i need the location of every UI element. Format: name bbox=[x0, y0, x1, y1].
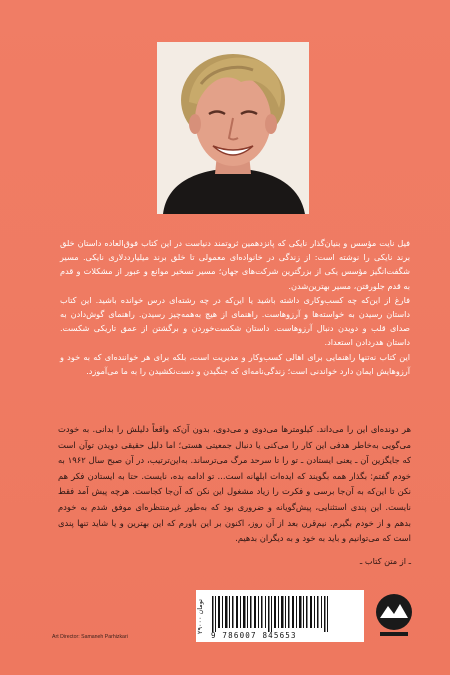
publisher-logo-icon bbox=[374, 592, 414, 640]
publisher-logo bbox=[374, 592, 414, 640]
isbn-digits: 9 786007 845653 bbox=[211, 631, 297, 640]
author-portrait-image bbox=[157, 42, 309, 214]
book-excerpt bbox=[58, 422, 411, 547]
author-photo bbox=[157, 42, 309, 214]
art-director-credit: Art Director: Samaneh Parhizkari bbox=[52, 634, 128, 640]
description-paragraph: این کتاب نه‌تنها راهنمایی برای اهالی کسب‌وکار و مدیریت است، بلکه برای هر خواننده‌ای که به خود و آرزوهایش ایمان دارد خواندنی است؛ زندگی‌نامه‌ای که جنگیدن و دست‌نکشیدن را به ما می‌آموزد. bbox=[60, 351, 410, 376]
description-paragraph: فیل نایت مؤسس و بنیان‌گذار نایکی که پانزدهمین ثروتمند دنیاست در این کتاب فوق‌العاده داستان خلق برند نایکی را نوشته است: از زندگی در خانواده‌ای معمولی تا خلق برند میلیارددلاری نایکی. مسیر شگفت‌انگیز مؤسس یکی از بزرگترین شرکت‌های جهان؛ مسیر تسخیر موانع و عبور از مشکلات و قدم به قدم جلورفتن، مسیر بهترین‌شدن. bbox=[60, 238, 410, 291]
description-paragraph: فارغ از این‌که چه کسب‌وکاری داشته باشید یا این‌که در چه رشته‌ای درس خوانده باشید. این کتاب داستان رسیدن به خواسته‌ها و آرزوهاست. راهنمای از هیچ به‌همه‌چیز رسیدن. راهنمای گوش‌دادن به صدای قلب و دویدن دنبال آرزوهاست. داستان شکست‌خوردن و برگشتن از عمق تاریکی شکست. داستان هدردادن استعداد. bbox=[60, 294, 410, 348]
excerpt-source: ـ از متن کتاب ـ bbox=[359, 556, 411, 566]
excerpt-text: هر دونده‌ای این را می‌داند. کیلومترها می‌دوی و می‌دوی، بدون آن‌که واقعاً دلیلش را بدانی. به خودت می‌گویی به‌خاطر هدفی این کار را می‌کنی یا دنبال جمعیتی هستی؛ اما دلیل حقیقی دویدن توآن است که جایگزین آن ـ یعنی ایستادن ـ تو را تا سرحد مرگ می‌ترساند. به‌این‌ترتیب، در آن صبح سال ۱۹۶۲ به خودم گفتم: بگذار همه بگویند که ایده‌ات ابلهانه است... تو ادامه بده، نایست. حتا به ایستادن فکر هم نکن تا این‌که به آن‌جا برسی و فکرت را زیاد مشغول این نکن که آن‌جا کجاست. هرچه پیش آمد فقط نایست. این پندی استثنایی، پیش‌گویانه و ضروری بود که به‌طور غیرمنتظره‌ای موفق شدم به خودم بدهم و از خودم بگیرم. نیم‌قرن بعد از آن روز، اکنون بر این باورم که این بهترین و یا شاید تنها پندی است که می‌توانیم و باید به خود و به دیگران بدهیم. bbox=[58, 424, 411, 544]
book-description bbox=[60, 236, 410, 378]
price-label: ۲۹۰۰۰ تومان bbox=[196, 599, 204, 635]
